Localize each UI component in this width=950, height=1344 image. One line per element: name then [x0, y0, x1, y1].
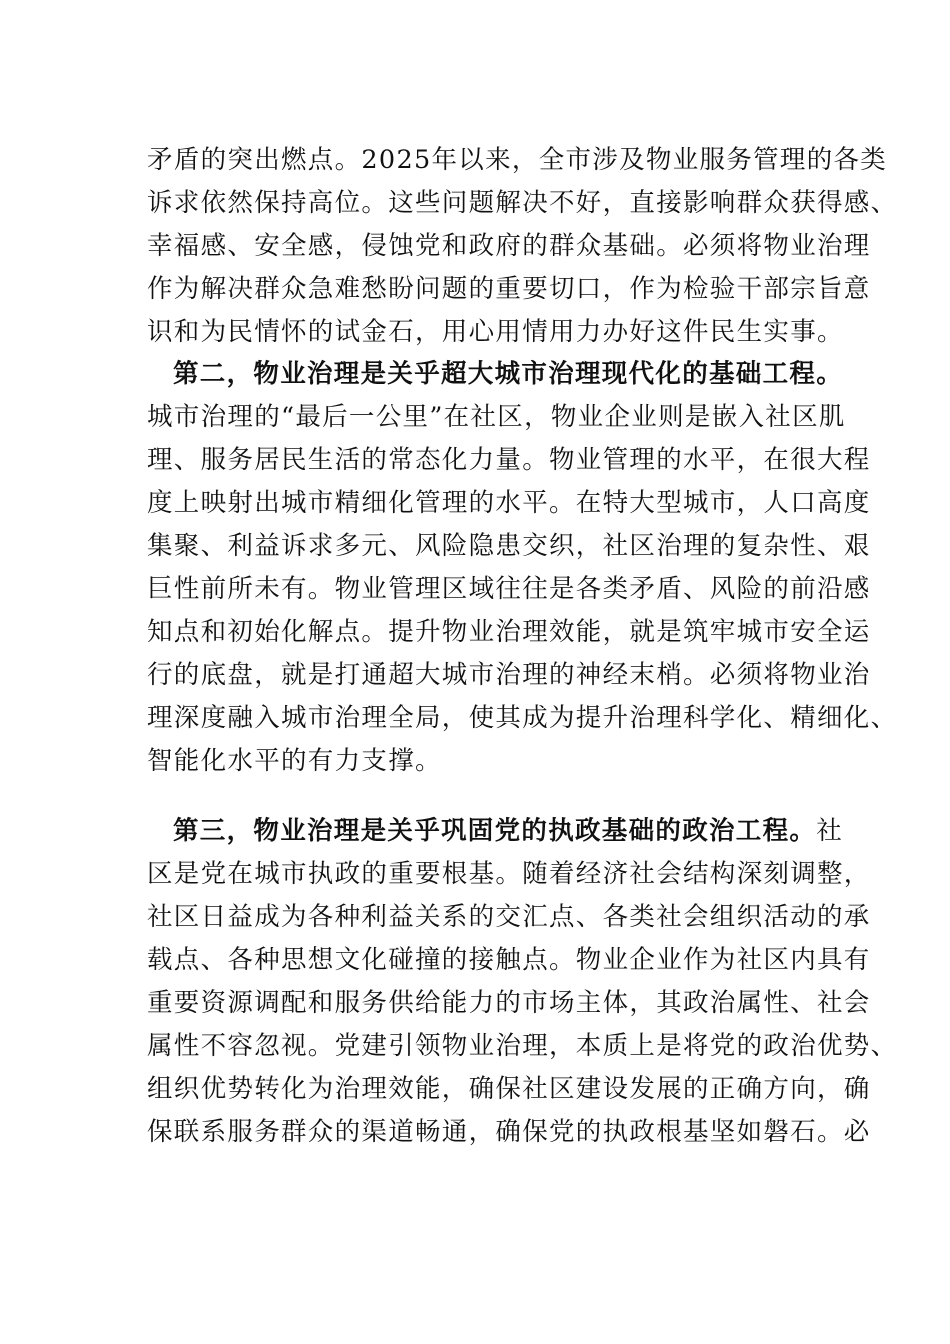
- text-line: 幸福感、安全感，侵蚀党和政府的群众基础。必须将物业治理: [147, 231, 871, 261]
- text-line: 理、服务居民生活的常态化力量。物业管理的水平，在很大程: [147, 445, 871, 475]
- section-heading: 第三，物业治理是关乎巩固党的执政基础的政治工程。: [173, 816, 817, 846]
- text-line: 知点和初始化解点。提升物业治理效能，就是筑牢城市安全运: [147, 617, 871, 647]
- text-line: [173, 812, 873, 850]
- text-line: 区是党在城市执政的重要根基。随着经济社会结构深刻调整，: [147, 859, 871, 889]
- text-line: 度上映射出城市精细化管理的水平。在特大型城市，人口高度: [147, 488, 871, 518]
- text-line: 作为解决群众急难愁盼问题的重要切口，作为检验干部宗旨意: [147, 274, 871, 304]
- text-line: 集聚、利益诉求多元、风险隐患交织，社区治理的复杂性、艰: [147, 531, 871, 561]
- text-line: 行的底盘，就是打通超大城市治理的神经末梢。必须将物业治: [147, 660, 871, 690]
- text-line: 社区日益成为各种利益关系的交汇点、各类社会组织活动的承: [147, 902, 871, 932]
- text-line: 属性不容忽视。党建引领物业治理，本质上是将党的政治优势、: [147, 1031, 898, 1061]
- text-line: 保联系服务群众的渠道畅通，确保党的执政根基坚如磐石。必: [147, 1117, 871, 1147]
- text-line: 载点、各种思想文化碰撞的接触点。物业企业作为社区内具有: [147, 945, 871, 975]
- text-line: 理深度融入城市治理全局，使其成为提升治理科学化、精细化、: [147, 703, 898, 733]
- text-line: 组织优势转化为治理效能，确保社区建设发展的正确方向，确: [147, 1074, 871, 1104]
- text-span: 社: [816, 816, 844, 846]
- text-line: 重要资源调配和服务供给能力的市场主体，其政治属性、社会: [147, 988, 871, 1018]
- text-line: 矛盾的突出燃点。2025年以来，全市涉及物业服务管理的各类: [147, 145, 888, 175]
- text-line: 诉求依然保持高位。这些问题解决不好，直接影响群众获得感、: [147, 188, 898, 218]
- section-heading: 第二，物业治理是关乎超大城市治理现代化的基础工程。: [173, 359, 844, 389]
- text-line: 智能化水平的有力支撑。: [147, 746, 442, 776]
- text-line: 识和为民情怀的试金石，用心用情用力办好这件民生实事。: [147, 317, 844, 347]
- text-line: 城市治理的“最后一公里”在社区，物业企业则是嵌入社区肌: [147, 402, 846, 432]
- text-line: 巨性前所未有。物业管理区域往往是各类矛盾、风险的前沿感: [147, 574, 871, 604]
